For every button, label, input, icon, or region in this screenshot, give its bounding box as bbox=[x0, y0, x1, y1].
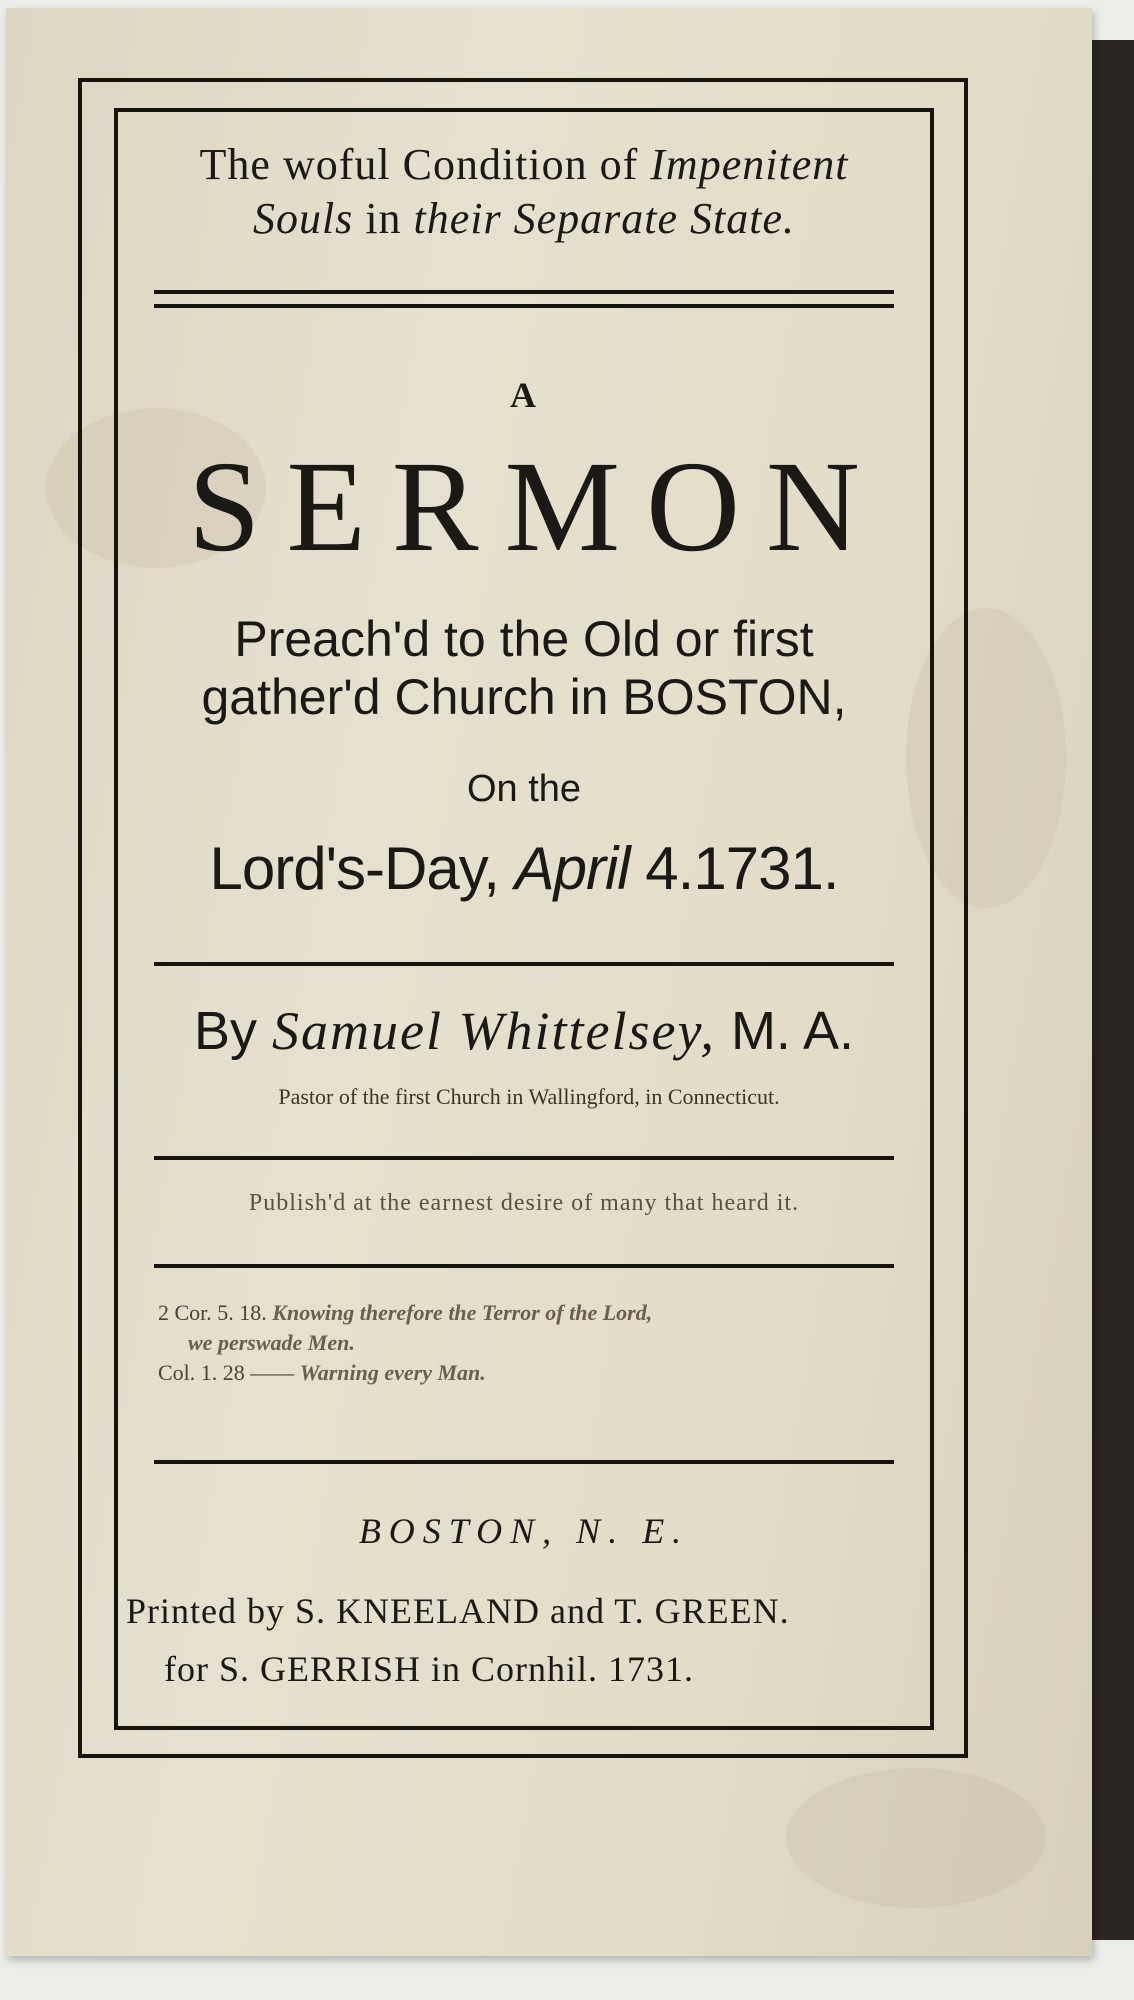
horizontal-rule bbox=[154, 1156, 894, 1160]
verse-dash: —— bbox=[250, 1360, 295, 1385]
title-page bbox=[6, 8, 1092, 1956]
imprint-city: BOSTON, N. E. bbox=[358, 1511, 690, 1551]
preached-text bbox=[118, 610, 930, 726]
verse-quote: Knowing therefore the Terror of the Lord, bbox=[272, 1300, 653, 1325]
date-suffix: 4.1731. bbox=[629, 835, 839, 902]
author-name: Samuel Whittelsey, bbox=[272, 1001, 716, 1061]
caption-title bbox=[118, 138, 930, 246]
caption-text: The woful Condition of bbox=[199, 140, 651, 189]
scripture-verses bbox=[158, 1298, 910, 1388]
article-a: A bbox=[510, 375, 538, 415]
verse-row bbox=[158, 1358, 910, 1388]
horizontal-rule bbox=[154, 962, 894, 966]
verse-reference: 2 Cor. 5. 18. bbox=[158, 1300, 267, 1325]
caption-text-italic: their Separate State. bbox=[413, 194, 796, 243]
pastor-line: Pastor of the first Church in Wallingford, in Connecticut. bbox=[278, 1084, 780, 1109]
author-line bbox=[118, 1000, 930, 1062]
author-prefix: By bbox=[194, 1001, 273, 1061]
caption-text: in bbox=[353, 194, 414, 243]
sermon-date bbox=[118, 834, 930, 903]
verse-reference: Col. 1. 28 bbox=[158, 1360, 245, 1385]
author-degree: M. A. bbox=[715, 1001, 854, 1061]
published-note: Publish'd at the earnest desire of many that heard it. bbox=[248, 1190, 800, 1216]
preached-line: gather'd Church in BOSTON, bbox=[201, 669, 847, 725]
verse-row bbox=[158, 1328, 910, 1358]
imprint-line: Printed by S. KNEELAND and T. GREEN. bbox=[126, 1591, 790, 1631]
horizontal-rule bbox=[154, 1460, 894, 1464]
verse-quote: Warning every Man. bbox=[299, 1360, 486, 1385]
imprint-printer bbox=[118, 1582, 930, 1698]
main-title: SERMON bbox=[188, 435, 886, 579]
title-page-content bbox=[118, 112, 930, 1726]
horizontal-rule bbox=[154, 1264, 894, 1268]
date-prefix: Lord's-Day, bbox=[209, 835, 515, 902]
caption-text-italic: Impenitent bbox=[650, 140, 849, 189]
on-the-text: On the bbox=[466, 768, 582, 810]
imprint-line: for S. GERRISH in Cornhil. 1731. bbox=[164, 1649, 695, 1689]
caption-text-italic: Souls bbox=[252, 194, 354, 243]
verse-row bbox=[158, 1298, 910, 1328]
paper-stain bbox=[786, 1768, 1046, 1908]
preached-line: Preach'd to the Old or first bbox=[234, 611, 814, 667]
verse-quote: we perswade Men. bbox=[188, 1330, 355, 1355]
date-month: April bbox=[514, 835, 630, 902]
double-rule bbox=[154, 290, 894, 308]
